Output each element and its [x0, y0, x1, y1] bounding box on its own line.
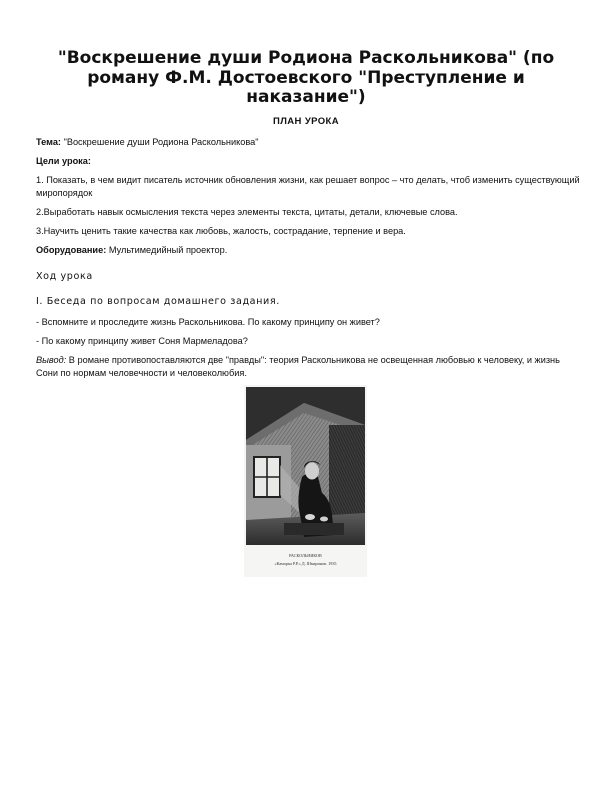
illustration-engraving	[244, 385, 367, 577]
conclusion-paragraph	[36, 354, 584, 379]
document-subtitle: ПЛАН УРОКА	[272, 116, 340, 127]
theme-value: "Воскрешение души Родиона Раскольникова"	[63, 137, 259, 147]
goal-item-1: 1. Показать, в чем видит писатель источник обновления жизни, как решает вопрос – что делать, чтоб изменить существующий миропорядок	[36, 175, 580, 198]
theme-line	[36, 136, 584, 149]
illustration-caption-2: «Каморка Р.Р.» Д. Шмаринов. 1935	[274, 561, 337, 566]
theme-label: Тема:	[36, 137, 61, 147]
equipment-label: Оборудование:	[36, 245, 107, 255]
section-heading-1: I. Беседа по вопросам домашнего задания.	[36, 296, 280, 307]
equipment-value: Мультимедийный проектор.	[108, 245, 228, 255]
question-2: - По какому принципу живет Соня Мармеладова?	[36, 336, 248, 346]
question-1: - Вспомните и проследите жизнь Раскольникова. По какому принципу он живет?	[36, 317, 380, 327]
document-title: "Воскрешение души Родиона Раскольникова" (по роману Ф.М. Достоевского "Преступление и наказание")	[57, 48, 555, 107]
illustration-caption-1: РАСКОЛЬНИКОВ	[289, 553, 322, 558]
conclusion-text: В романе противопоставляются две "правды": теория Раскольникова не освещенная любовью к человеку, и жизнь Сони по нормам человечности и человеколюбия.	[36, 355, 560, 378]
goals-label: Цели урока:	[36, 156, 91, 166]
conclusion-label: Вывод:	[36, 355, 67, 365]
goal-item-2: 2.Выработать навык осмысления текста через элементы текста, цитаты, детали, ключевые слова.	[36, 207, 458, 217]
goal-item-3: 3.Научить ценить такие качества как любовь, жалость, сострадание, терпение и вера.	[36, 226, 406, 236]
equipment-line	[36, 244, 584, 257]
course-heading: Ход урока	[36, 271, 93, 282]
illustration	[244, 385, 367, 577]
